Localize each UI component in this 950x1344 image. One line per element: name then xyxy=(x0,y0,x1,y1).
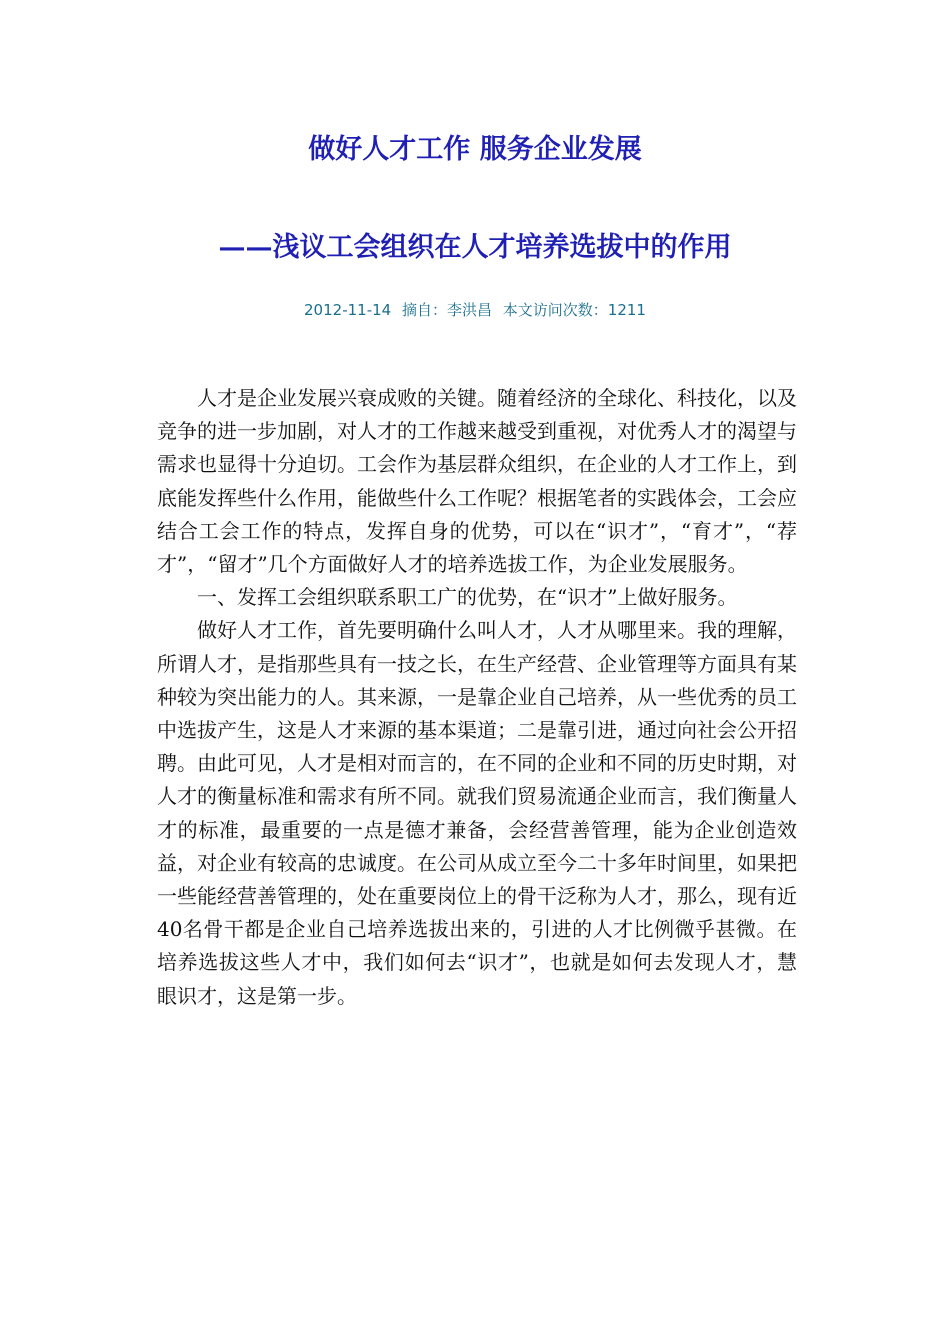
paragraph-section-heading: 一、发挥工会组织联系职工广的优势，在“识才”上做好服务。 xyxy=(197,585,738,610)
article-meta xyxy=(0,300,950,320)
visit-count: 本文访问次数：1211 xyxy=(502,301,646,319)
article-body xyxy=(157,382,797,1013)
source-author: 摘自：李洪昌 xyxy=(401,301,492,319)
paragraph-body: 做好人才工作，首先要明确什么叫人才，人才从哪里来。我的理解，所谓人才，是指那些具有一技之长，在生产经营、企业管理等方面具有某种较为突出能力的人。其来源，一是靠企业自己培养，从一些优秀的员工中选拔产生，这是人才来源的基本渠道；二是靠引进，通过向社会公开招聘。由此可见，人才是相对而言的，在不同的企业和不同的历史时期，对人才的衡量标准和需求有所不同。就我们贸易流通企业而言，我们衡量人才的标准，最重要的一点是德才兼备，会经营善管理，能为企业创造效益，对企业有较高的忠诚度。在公司从成立至今二十多年时间里，如果把一些能经营善管理的，处在重要岗位上的骨干泛称为人才，那么，现有近40名骨干都是企业自己培养选拔出来的，引进的人才比例微乎甚微。在培养选拔这些人才中，我们如何去“识才”，也就是如何去发现人才，慧眼识才，这是第一步。 xyxy=(157,618,797,1008)
article-title: 做好人才工作 服务企业发展 xyxy=(308,134,642,165)
publish-date: 2012-11-14 xyxy=(304,301,392,319)
article-subtitle: ——浅议工会组织在人才培养选拔中的作用 xyxy=(218,232,732,263)
paragraph-intro: 人才是企业发展兴衰成败的关键。随着经济的全球化、科技化，以及竞争的进一步加剧，对人才的工作越来越受到重视，对优秀人才的渴望与需求也显得十分迫切。工会作为基层群众组织，在企业的人才工作上，到底能发挥些什么作用，能做些什么工作呢？根据笔者的实践体会，工会应结合工会工作的特点，发挥自身的优势，可以在“识才”，“育才”，“荐才”，“留才”几个方面做好人才的培养选拔工作，为企业发展服务。 xyxy=(157,386,797,577)
